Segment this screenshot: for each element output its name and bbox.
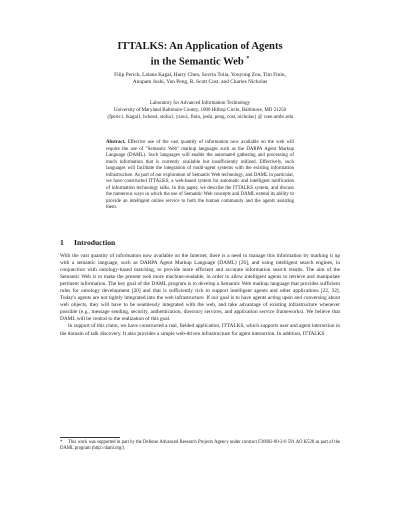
body-text [60, 253, 340, 338]
title-line-1: ITTALKS: An Application of Agents [117, 41, 283, 52]
affiliation-emails: {fperic1, lkagal1, hchen4, stolia1, yzou1, finin, joshi, peng, cost, nicholas} @ csee.umbc.edu [106, 114, 294, 120]
author-list [70, 72, 330, 87]
abstract-label: Abstract. [106, 140, 126, 145]
section-heading [60, 238, 115, 247]
paragraph-1: With the vast quantity of information now available on the Internet, there is a need to manage this information by marking it up with a semantic language, such as DARPA Agent Markup Language (DAML) [26], and using intelligent search engines, in conjunction with ontology-based matching, to provide more efficient and accurate information search results. The aim of the Semantic Web is to make the present web more machine-readable, in order to allow intelligent agents to retrieve and manipulate pertinent information. The key goal of the DAML program is to develop a Semantic Web markup language that provides sufficient rules for ontology development [20] and that is sufficiently rich to support intelligent agents and other applications [22, 32]. Today's agents are not tightly integrated into the web infrastructure. If our goal is to have agents acting upon and conversing about web objects, they will have to be seamlessly integrated with the web, and take advantage of existing infrastructure whenever possible (e.g., message sending, security, authentication, directory services, and application service frameworks). We believe that DAML will be central to the realization of this goal. [60, 253, 340, 323]
footnote [60, 440, 340, 452]
affiliation-line-1: Laboratory for Advanced Information Technology [149, 101, 251, 106]
title-line-2-text: in the Semantic Web [150, 56, 244, 68]
abstract [106, 140, 294, 212]
authors-line-2: Anupam Joshi, Yun Peng, R. Scott Cost, and Charles Nicholas [132, 79, 268, 86]
affiliation-line-2: University of Maryland Baltimore County, 1000 Hilltop Circle, Baltimore, MD 21250 [113, 107, 287, 113]
title-footnote-mark: * [246, 56, 250, 62]
footnote-text: This work was supported in part by the Defense Advanced Research Projects Agency under contract F30602-00-2-0 591 AO K528 as part of the DAML program (http://daml.org/). [60, 440, 340, 452]
section-title: Introduction [74, 238, 116, 247]
paper-title [60, 40, 340, 69]
affiliation [70, 101, 330, 121]
abstract-text: Effective use of the vast quantity of information now available on the web will require the use of "Semantic Web" markup languages such as the DARPA Agent Markup Language (DAML). Such languages will enable the automated gathering and processing of much information that is currently available but insufficiently utilized. Effectively, such languages will facilitate the integration of multi-agent systems with the existing information infrastructure. As part of our exploration of Semantic Web technology, and DAML in particular, we have constructed ITTALKS, a web-based system for automatic and intelligent notification of information technology talks. In this paper, we describe the ITTALKS system, and discuss the numerous ways in which the use of Semantic Web concepts and DAML extend its ability to provide an intelligent online service to both the human community and the agents assisting them. [106, 140, 294, 210]
authors-line-1: Filip Perich, Lalana Kagal, Harry Chen, Sovrin Tolia, Youyong Zou, Tim Finin, [114, 72, 286, 78]
footnote-mark: * [60, 440, 63, 445]
section-number: 1 [60, 238, 64, 247]
title-line-2 [60, 53, 340, 69]
paragraph-2: In support of this claim, we have constructed a real, fielded application, ITTALKS, which supports user and agent interaction in the domain of talk discovery. It also provides a simple web-driven infrastructure for agent interaction. In addition, ITTALKS [60, 323, 340, 337]
footnote-rule [60, 437, 120, 438]
